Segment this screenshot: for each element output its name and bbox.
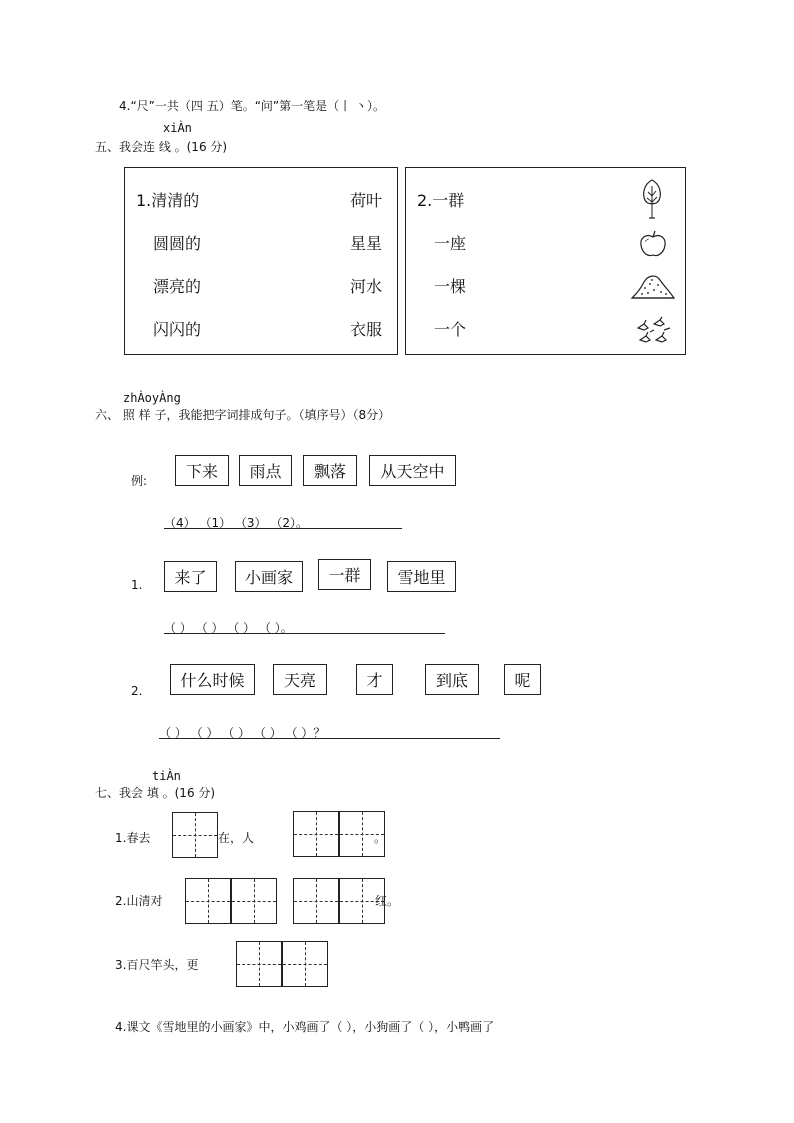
word-card: 到底 — [425, 664, 479, 695]
q1-answer-blanks[interactable]: （ ） （ ） （ ） （ ）。 — [164, 621, 293, 635]
hill-icon[interactable] — [630, 270, 676, 302]
answer-underline — [164, 633, 445, 634]
fill-q1-text: 1.春去 — [115, 831, 151, 845]
section-6-title: 六、 照 样 子，我能把字词排成句子。（填序号）（8分） — [95, 408, 391, 422]
match-right-item[interactable]: 荷叶 — [350, 191, 383, 210]
fill-q4-text: 4.课文《雪地里的小画家》中，小鸡画了（ ），小狗画了（ ），小鸭画了 — [115, 1020, 495, 1034]
measure-word-item[interactable]: 一棵 — [434, 277, 467, 296]
tianzige-box[interactable] — [172, 812, 218, 858]
q2-label: 2. — [131, 684, 143, 698]
word-card: 才 — [356, 664, 393, 695]
word-card: 飘落 — [303, 455, 357, 486]
tianzige-box[interactable] — [231, 878, 277, 924]
match-left-item[interactable]: 1.清清的 — [136, 191, 200, 210]
word-card: 天亮 — [273, 664, 327, 695]
match-left-item[interactable]: 漂亮的 — [153, 277, 202, 296]
match-right-item[interactable]: 河水 — [350, 277, 383, 296]
question-4-text: 4.“尺”一共（四 五）笔。“问”第一笔是（丨 丶）。 — [119, 99, 385, 113]
fill-q1-end: 。 — [374, 831, 387, 845]
tianzige-box[interactable] — [185, 878, 231, 924]
word-card: 从天空中 — [369, 455, 456, 486]
example-label: 例: — [131, 474, 148, 488]
measure-word-item[interactable]: 一个 — [434, 320, 467, 339]
word-card: 雨点 — [239, 455, 292, 486]
q1-label: 1. — [131, 578, 143, 592]
fill-q1-text-mid: 在，人 — [218, 831, 255, 845]
match-left-item[interactable]: 圆圆的 — [153, 234, 202, 253]
apple-icon[interactable] — [638, 230, 668, 258]
section-6-pinyin: zhÀoyÀng — [123, 391, 181, 405]
match-right-item[interactable]: 星星 — [350, 234, 383, 253]
word-card: 下来 — [175, 455, 229, 486]
q2-answer-blanks[interactable]: （ ） （ ） （ ） （ ） （ ）？ — [159, 726, 326, 740]
word-card: 小画家 — [235, 561, 303, 592]
fill-q2-end: 红。 — [375, 894, 400, 908]
tianzige-box[interactable] — [282, 941, 328, 987]
tree-icon[interactable] — [640, 178, 664, 220]
word-card: 呢 — [504, 664, 541, 695]
measure-word-item[interactable]: 一座 — [434, 234, 467, 253]
answer-underline — [159, 738, 500, 739]
word-card: 一群 — [318, 559, 371, 590]
section-7-title: 七、我会 填 。(16 分) — [95, 786, 216, 800]
tianzige-box[interactable] — [293, 811, 339, 857]
answer-underline — [164, 528, 402, 529]
section-7-pinyin: tiÀn — [152, 769, 181, 783]
matching-box-right — [405, 167, 686, 355]
tianzige-box[interactable] — [236, 941, 282, 987]
section-5-pinyin: xiÀn — [163, 121, 192, 135]
fill-q3-text: 3.百尺竿头，更 — [115, 958, 199, 972]
example-answer: （4） （1） （3） （2）。 — [164, 516, 308, 530]
measure-word-item[interactable]: 2.一群 — [417, 191, 465, 210]
word-card: 什么时候 — [170, 664, 255, 695]
match-right-item[interactable]: 衣服 — [350, 320, 383, 339]
section-5-title: 五、我会连 线 。(16 分) — [95, 140, 228, 154]
birds-icon[interactable] — [634, 316, 674, 348]
fill-q2-text: 2.山清对 — [115, 894, 163, 908]
word-card: 来了 — [164, 561, 217, 592]
word-card: 雪地里 — [387, 561, 456, 592]
match-left-item[interactable]: 闪闪的 — [153, 320, 202, 339]
matching-box-left — [124, 167, 398, 355]
tianzige-box[interactable] — [293, 878, 339, 924]
